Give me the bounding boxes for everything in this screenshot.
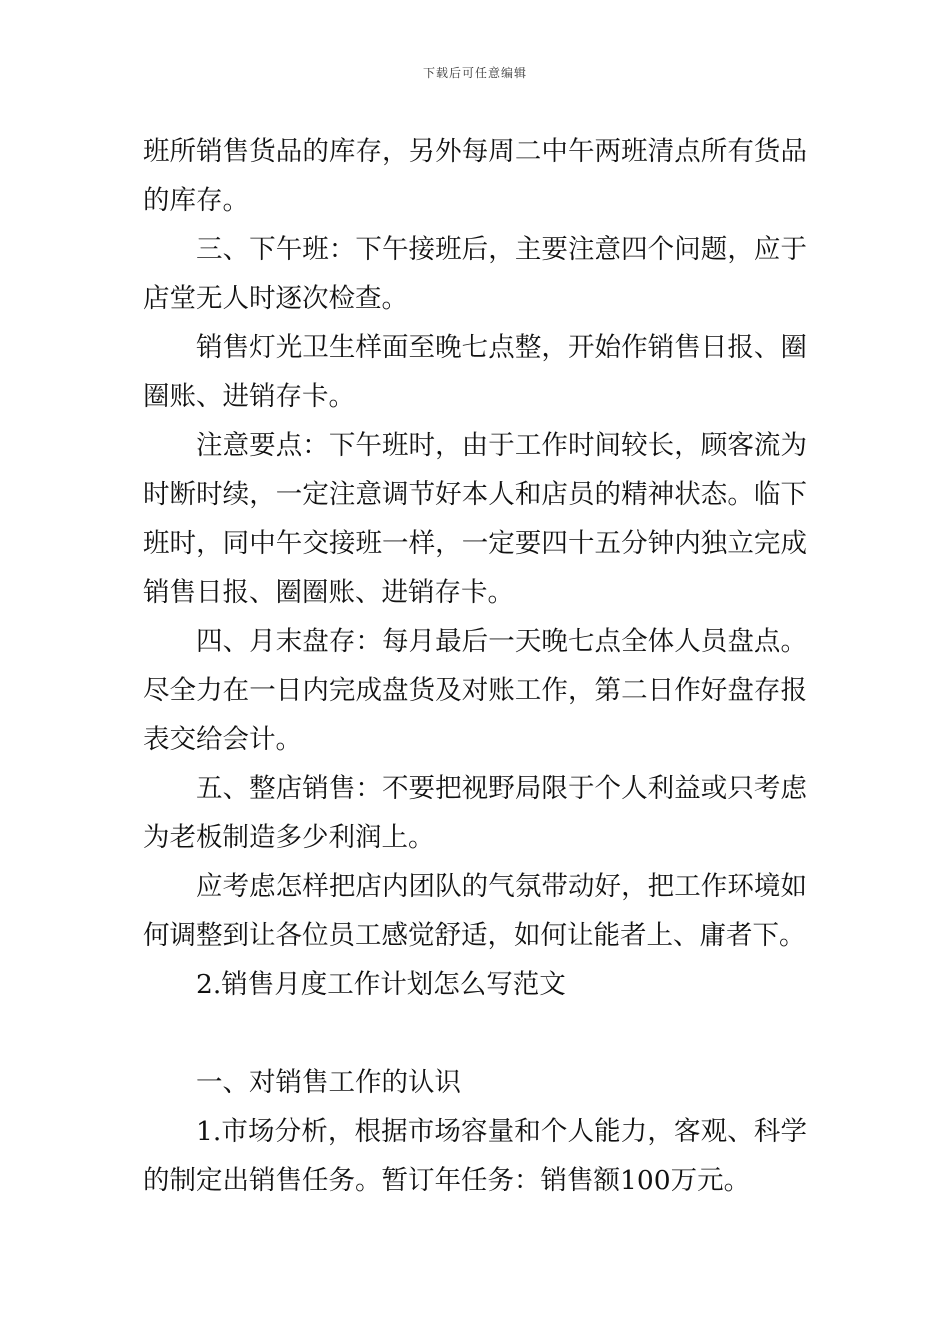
paragraph-month-end-stocktake: 四、月末盘存：每月最后一天晚七点全体人员盘点。尽全力在一日内完成盘货及对账工作，第二日作好盘存报表交给会计。 <box>143 626 807 755</box>
section-heading-monthly-plan: 2.销售月度工作计划怎么写范文 <box>196 969 566 1000</box>
paragraph-daily-report: 销售灯光卫生样面至晚七点整，开始作销售日报、圈圈账、进销存卡。 <box>143 332 807 412</box>
paragraph-market-analysis: 1.市场分析，根据市场容量和个人能力，客观、科学的制定出销售任务。暂订年任务：销售额100万元。 <box>143 1116 807 1196</box>
blank-line <box>143 1009 807 1058</box>
page-header: 下载后可任意编辑 <box>422 66 527 80</box>
paragraph-whole-store-sales: 五、整店销售：不要把视野局限于个人利益或只考虑为老板制造多少利润上。 <box>143 773 807 853</box>
paragraph-afternoon-shift: 三、下午班：下午接班后，主要注意四个问题，应于店堂无人时逐次检查。 <box>143 234 807 314</box>
paragraph-key-points: 注意要点：下午班时，由于工作时间较长，顾客流为时断时续，一定注意调节好本人和店员的精神状态。临下班时，同中午交接班一样，一定要四十五分钟内独立完成销售日报、圈圈账、进销存卡。 <box>143 430 807 608</box>
document-body <box>143 127 807 1205</box>
paragraph-inventory: 班所销售货品的库存，另外每周二中午两班清点所有货品的库存。 <box>143 136 807 216</box>
paragraph-team-atmosphere: 应考虑怎样把店内团队的气氛带动好，把工作环境如何调整到让各位员工感觉舒适，如何让能者上、庸者下。 <box>143 871 807 951</box>
section-heading-sales-understanding: 一、对销售工作的认识 <box>196 1067 461 1098</box>
